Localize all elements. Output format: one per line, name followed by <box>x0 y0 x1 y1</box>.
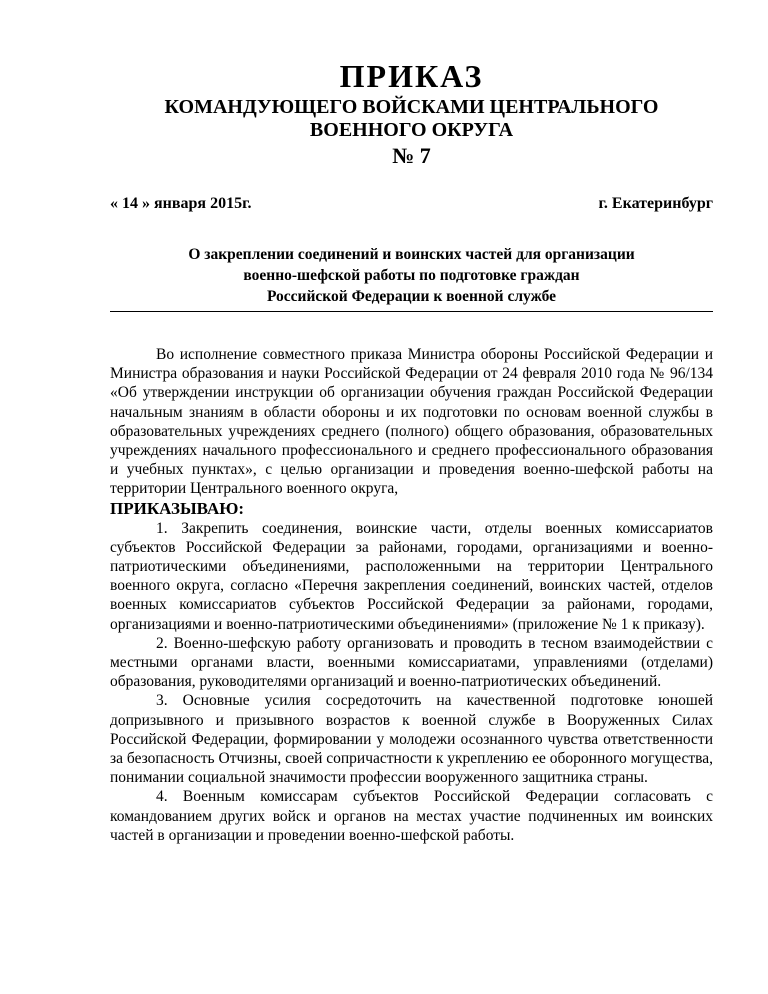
order-item-4: 4. Военным комиссарам субъектов Российской Федерации согласовать с командованием других войск и органов на местах участие подчиненных им воинских частей в организации и проведении военно-шефской работы. <box>110 788 713 844</box>
document-body <box>110 345 713 845</box>
document-subtitle-line2: ВОЕННОГО ОКРУГА <box>309 119 514 141</box>
heading-line2: военно-шефской работы по подготовке граждан <box>243 267 580 284</box>
order-item-1: 1. Закрепить соединения, воинские части, отделы военных комиссариатов субъектов Российской Федерации за районами, городами, организациями и военно-патриотическими объединениями, расположенными на территории Центрального военного округа, согласно «Перечня закрепления соединений, воинских частей, отделов военных комиссариатов субъектов Российской Федерации за районами, городами, организациями и военно-патриотическими объединениями» (приложение № 1 к приказу). <box>110 519 713 633</box>
order-word: ПРИКАЗЫВАЮ: <box>110 498 245 518</box>
document-page <box>110 56 713 845</box>
order-item-3: 3. Основные усилия сосредоточить на качественной подготовке юношей допризывного и призывного возрастов к военной службе в Вооруженных Силах Российской Федерации, формировании у молодежи осознанного чувства ответственности за безопасность Отчизны, своей сопричастности к укреплению ее оборонного могущества, понимании социальной значимости профессии вооруженного защитника страны. <box>110 692 713 787</box>
document-city: г. Екатеринбург <box>598 195 713 212</box>
heading-line1: О закреплении соединений и воинских частей для организации <box>188 246 635 263</box>
document-subtitle-line1: КОМАНДУЮЩЕГО ВОЙСКАМИ ЦЕНТРАЛЬНОГО <box>164 96 659 118</box>
preamble-paragraph: Во исполнение совместного приказа Министра обороны Российской Федерации и Министра образования и науки Российской Федерации от 24 февраля 2010 года № 96/134 «Об утверждении инструкции об организации обучения граждан Российской Федерации начальным знаниям в области обороны и их подготовки по основам военной службы в образовательных учреждениях среднего (полного) общего образования, образовательных учреждениях начального профессионального и среднего профессионального образования и учебных пунктах», с целью организации и проведения военно-шефской работы на территории Центрального военного округа, <box>110 346 713 498</box>
order-item-2: 2. Военно-шефскую работу организовать и проводить в тесном взаимодействии с местными органами власти, военными комиссариатами, управлениями (отделами) образования, руководителями организаций и военно-патриотических объединений. <box>110 634 713 691</box>
heading-line3: Российской Федерации к военной службе <box>266 288 557 305</box>
document-title: ПРИКАЗ <box>339 58 484 94</box>
document-date: « 14 » января 2015г. <box>110 195 252 212</box>
document-meta <box>110 194 713 214</box>
document-number: № 7 <box>392 143 431 168</box>
document-heading <box>110 244 713 311</box>
heading-divider <box>110 311 713 312</box>
